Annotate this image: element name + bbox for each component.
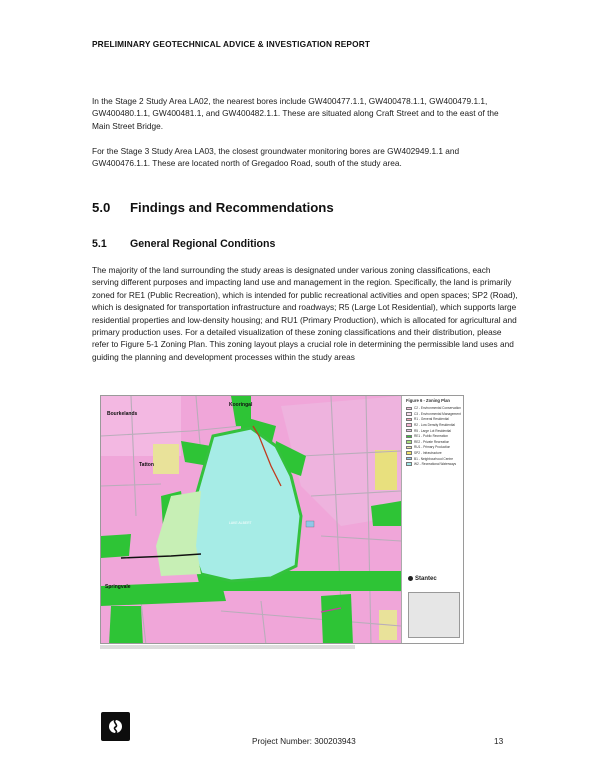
legend-item — [406, 462, 462, 466]
label-lake-albert: LAKE ALBERT — [229, 521, 252, 525]
paragraph-stage3-bores: For the Stage 3 Study Area LA03, the closest groundwater monitoring bores are GW402949.1.1 and GW400476.1.1. These are located north of Gregadoo Road, south of the study area. — [92, 146, 460, 169]
legend-label: R2 - Low Density Residential — [414, 422, 455, 427]
figure-title: Figure 6 - Zoning Plan — [406, 398, 450, 403]
subsection-title: General Regional Conditions — [130, 238, 276, 250]
legend-item — [406, 406, 462, 410]
stantec-logo-icon — [101, 712, 130, 741]
label-bourkelands: Bourkelands — [107, 411, 138, 417]
legend-item — [406, 440, 462, 444]
legend-swatch — [406, 446, 412, 450]
map-legend — [401, 396, 464, 644]
paragraph-zoning: The majority of the land surrounding the study areas is designated under various zoning classifications, each serving different purposes and impacting land use and management in the region. Specifically, the land is primarily zoned for RE1 (Public Recreation), which is intended for public recreational activities and open spaces; SP2 (Road), which is designated for transportation infrastructure and roadways; R5 (Large Lot Residential), which supports large residential properties and low-density housing; and RU1 (Primary Production), which is allocated for agricultural and primary production uses. For a detailed visualization of these zoning classifications and their distribution, please refer to Figure 5-1 Zoning Plan. This zoning layout plays a crucial role in determining the permissible land uses and guiding the planning and development processes within the study areas — [92, 265, 518, 362]
brand-name: Stantec — [415, 576, 437, 583]
legend-label: R1 - General Residential — [414, 417, 449, 422]
zone-rural-1 — [153, 444, 179, 474]
label-springvale: Springvale — [105, 584, 131, 590]
legend-swatch — [406, 423, 412, 427]
legend-item — [406, 412, 462, 416]
legend-item — [406, 457, 462, 461]
legend-label: B1 - Neighbourhood Centre — [414, 456, 453, 461]
legend-label: W2 - Recreational Waterways — [414, 462, 457, 467]
legend-list — [406, 406, 462, 466]
legend-swatch — [406, 462, 412, 466]
legend-label: C2 - Environmental Conservation — [414, 406, 461, 411]
legend-label: RE1 - Public Recreation — [414, 434, 449, 439]
figure-source-note — [100, 645, 464, 649]
paragraph-stage2-bores: In the Stage 2 Study Area LA02, the nearest bores include GW400477.1.1, GW400478.1.1, GW400479.1.1, GW400480.1.1, GW400481.1, and GW400482.1.1. These are situated along Craft Street and to the east of the Main Street Bridge. — [92, 96, 499, 131]
legend-item — [406, 423, 462, 427]
section-title: Findings and Recommendations — [130, 200, 334, 215]
legend-swatch — [406, 407, 412, 411]
legend-swatch — [406, 440, 412, 444]
zoning-map — [101, 396, 401, 644]
subsection-number: 5.1 — [92, 238, 107, 250]
figure-brand — [408, 576, 437, 581]
legend-label: RE2 - Private Recreation — [414, 439, 450, 444]
logo-mark-icon — [101, 712, 130, 741]
label-tatton: Tatton — [139, 462, 154, 468]
section-number: 5.0 — [92, 200, 111, 215]
zoning-plan-figure — [100, 395, 464, 644]
page-number: 13 — [494, 736, 504, 746]
legend-label: RU1 - Primary Production — [414, 445, 451, 450]
legend-label: C3 - Environmental Management — [414, 411, 461, 416]
legend-label: R5 - Large Lot Residential — [414, 428, 452, 433]
legend-swatch — [406, 435, 412, 439]
project-number: Project Number: 300203943 — [252, 736, 356, 746]
legend-swatch — [406, 429, 412, 433]
legend-label: SP2 - Infrastructure — [414, 450, 442, 455]
legend-swatch — [406, 412, 412, 416]
legend-item — [406, 434, 462, 438]
legend-item — [406, 445, 462, 449]
label-kooringal: Kooringal — [229, 402, 253, 408]
zone-rural-2 — [375, 450, 397, 490]
section-heading — [92, 200, 334, 215]
legend-item — [406, 417, 462, 421]
legend-swatch — [406, 418, 412, 422]
report-header-title: PRELIMINARY GEOTECHNICAL ADVICE & INVESTIGATION REPORT — [92, 39, 371, 49]
brand-logo-icon — [408, 576, 413, 581]
zone-neighbourhood-centre — [306, 521, 314, 527]
subsection-heading — [92, 238, 275, 250]
legend-item — [406, 451, 462, 455]
location-inset-map — [408, 592, 460, 638]
legend-swatch — [406, 451, 412, 455]
legend-item — [406, 429, 462, 433]
legend-swatch — [406, 457, 412, 461]
